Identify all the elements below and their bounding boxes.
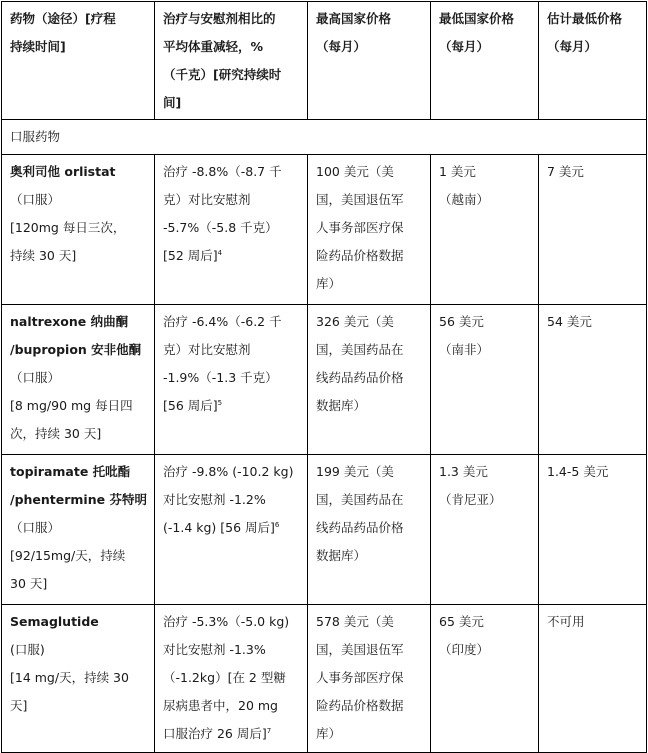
section-label: 口服药物 [2, 120, 647, 155]
lowest-price-cell: 56 美元 （南非） [431, 305, 539, 455]
lowest-price-cell: 1.3 美元 （肯尼亚） [431, 455, 539, 605]
estimated-price-cell: 54 美元 [539, 305, 647, 455]
highest-price-cell: 199 美元（美 国，美国药品在 线药品药品价格 数据库） [308, 455, 431, 605]
drug-cell: Semaglutide (口服) [14 mg/天，持续 30 天] [2, 605, 155, 753]
header-row [2, 2, 647, 120]
reference-mark: 5 [217, 398, 223, 407]
estimated-price-cell: 7 美元 [539, 155, 647, 305]
header-efficacy: 治疗与安慰剂相比的 平均体重减轻，% （千克）[研究持续时 间] [155, 2, 308, 120]
highest-price-cell: 100 美元（美 国，美国退伍军 人事务部医疗保 险药品价格数据 库） [308, 155, 431, 305]
highest-price-cell: 326 美元（美 国，美国药品在 线药品药品价格 数据库） [308, 305, 431, 455]
drug-price-table [1, 1, 647, 753]
drug-cell: topiramate 托吡酯 /phentermine 芬特明 （口服） [92/15mg/天，持续 30 天] [2, 455, 155, 605]
estimated-price-cell: 不可用 [539, 605, 647, 753]
table-row [2, 455, 647, 605]
header-drug: 药物（途径）[疗程 持续时间] [2, 2, 155, 120]
drug-cell: 奥利司他 orlistat （口服） [120mg 每日三次， 持续 30 天] [2, 155, 155, 305]
efficacy-cell: 治疗 -5.3%（-5.0 kg) 对比安慰剂 -1.3% （-1.2kg）[在 2 型糖 尿病患者中，20 mg 口服治疗 26 周后]$^7$ [155, 605, 308, 753]
header-lowest-price: 最低国家价格 （每月） [431, 2, 539, 120]
lowest-price-cell: 1 美元 （越南） [431, 155, 539, 305]
reference-mark: 6 [274, 520, 280, 529]
reference-mark: 7 [266, 726, 272, 735]
estimated-price-cell: 1.4-5 美元 [539, 455, 647, 605]
header-highest-price: 最高国家价格 （每月） [308, 2, 431, 120]
drug-cell: naltrexone 纳曲酮 /bupropion 安非他酮 （口服） [8 mg/90 mg 每日四 次，持续 30 天] [2, 305, 155, 455]
table-row [2, 155, 647, 305]
table-row [2, 305, 647, 455]
efficacy-cell: 治疗 -8.8%（-8.7 千 克）对比安慰剂 -5.7%（-5.8 千克） [52 周后]$^4$ [155, 155, 308, 305]
efficacy-cell: 治疗 -9.8% (-10.2 kg) 对比安慰剂 -1.2% (-1.4 kg) [56 周后]$^6$ [155, 455, 308, 605]
highest-price-cell: 578 美元（美 国，美国退伍军 人事务部医疗保 险药品价格数据 库） [308, 605, 431, 753]
table-row [2, 605, 647, 753]
lowest-price-cell: 65 美元 （印度） [431, 605, 539, 753]
reference-mark: 4 [217, 248, 223, 257]
section-row [2, 120, 647, 155]
efficacy-cell: 治疗 -6.4%（-6.2 千 克）对比安慰剂 -1.9%（-1.3 千克） [56 周后]$^5$ [155, 305, 308, 455]
header-estimated-price: 估计最低价格 （每月） [539, 2, 647, 120]
